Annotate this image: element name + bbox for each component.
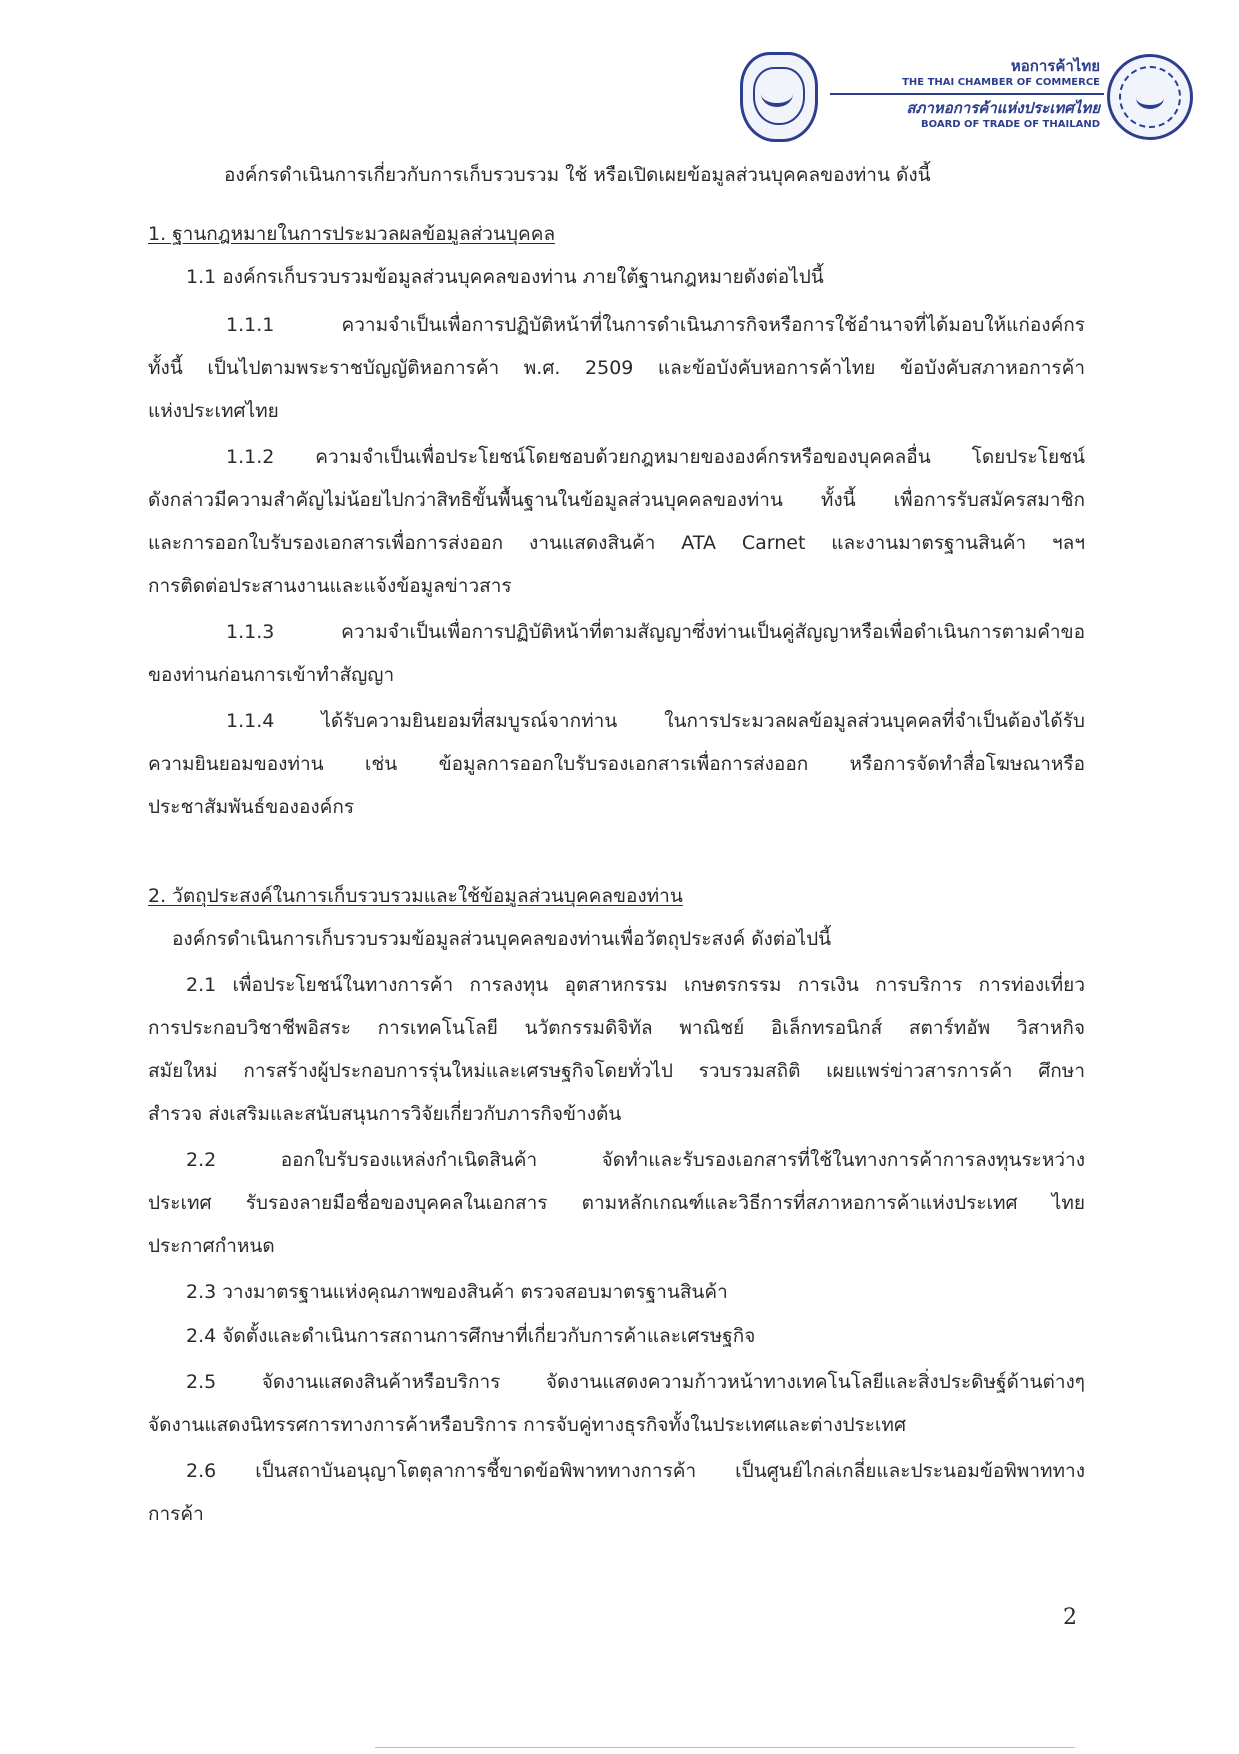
- section-1-heading: 1. ฐานกฎหมายในการประมวลผลข้อมูลส่วนบุคคล: [148, 223, 556, 245]
- paragraph-1-1-2-line-3: และการออกใบรับรองเอกสารเพื่อการส่งออก งานแสดงสินค้า ATA Carnet และงานมาตรฐานสินค้า ฯลฯ: [148, 532, 1085, 554]
- paragraph-2-2-line-1: 2.2 ออกใบรับรองแหล่งกำเนิดสินค้า จัดทำและรับรองเอกสารที่ใช้ในทางการค้าการลงทุนระหว่าง: [186, 1149, 1085, 1171]
- paragraph-1-1-4-line-3: ประชาสัมพันธ์ขององค์กร: [148, 796, 355, 818]
- paragraph-2-6-line-2: การค้า: [148, 1503, 204, 1525]
- paragraph-1-1-1-line-1: 1.1.1 ความจำเป็นเพื่อการปฏิบัติหน้าที่ในการดำเนินภารกิจหรือการใช้อำนาจที่ได้มอบให้แก่องค์กร: [226, 314, 1085, 336]
- paragraph-1-1-1-line-2: ทั้งนี้ เป็นไปตามพระราชบัญญัติหอการค้า พ.ศ. 2509 และข้อบังคับหอการค้าไทย ข้อบังคับสภาหอการค้า: [148, 357, 1085, 379]
- paragraph-1-1-3-line-1: 1.1.3 ความจำเป็นเพื่อการปฏิบัติหน้าที่ตามสัญญาซึ่งท่านเป็นคู่สัญญาหรือเพื่อดำเนินการตามคำขอ: [226, 621, 1085, 643]
- org-name-th-1: หอการค้าไทย: [1010, 57, 1100, 75]
- chamber-seal-icon: [740, 52, 818, 142]
- section-2-intro: องค์กรดำเนินการเก็บรวบรวมข้อมูลส่วนบุคคลของท่านเพื่อวัตถุประสงค์ ดังต่อไปนี้: [172, 928, 832, 950]
- paragraph-1-1-4-line-1: 1.1.4 ได้รับความยินยอมที่สมบูรณ์จากท่าน ในการประมวลผลข้อมูลส่วนบุคคลที่จำเป็นต้องได้รับ: [226, 710, 1085, 732]
- org-name-en-2: BOARD OF TRADE OF THAILAND: [920, 119, 1100, 130]
- letterhead: [740, 52, 1200, 152]
- paragraph-1-1-3-line-2: ของท่านก่อนการเข้าทำสัญญา: [148, 664, 395, 686]
- paragraph-2-3: 2.3 วางมาตรฐานแห่งคุณภาพของสินค้า ตรวจสอบมาตรฐานสินค้า: [186, 1281, 728, 1303]
- paragraph-2-1-line-1: 2.1 เพื่อประโยชน์ในทางการค้า การลงทุน อุตสาหกรรม เกษตรกรรม การเงิน การบริการ การท่องเที่ยว: [186, 974, 1085, 996]
- org-name-th-2: สภาหอการค้าแห่งประเทศไทย: [906, 99, 1100, 117]
- paragraph-1-1-1-line-3: แห่งประเทศไทย: [148, 400, 279, 422]
- paragraph-2-1-line-3: สมัยใหม่ การสร้างผู้ประกอบการรุ่นใหม่และเศรษฐกิจโดยทั่วไป รวบรวมสถิติ เผยแพร่ข่าวสารการค้า ศึกษา: [148, 1060, 1085, 1082]
- paragraph-2-1-line-4: สำรวจ ส่งเสริมและสนับสนุนการวิจัยเกี่ยวกับภารกิจข้างต้น: [148, 1103, 622, 1125]
- paragraph-2-4: 2.4 จัดตั้งและดำเนินการสถานการศึกษาที่เกี่ยวกับการค้าและเศรษฐกิจ: [186, 1325, 756, 1347]
- intro-text: องค์กรดำเนินการเกี่ยวกับการเก็บรวบรวม ใช้ หรือเปิดเผยข้อมูลส่วนบุคคลของท่าน ดังนี้: [224, 164, 931, 186]
- paragraph-1-1: 1.1 องค์กรเก็บรวบรวมข้อมูลส่วนบุคคลของท่าน ภายใต้ฐานกฎหมายดังต่อไปนี้: [186, 266, 824, 288]
- header-divider: [830, 93, 1104, 95]
- board-seal-icon: [1107, 54, 1193, 140]
- organization-names: [830, 56, 1100, 131]
- paragraph-2-5-line-2: จัดงานแสดงนิทรรศการทางการค้าหรือบริการ การจับคู่ทางธุรกิจทั้งในประเทศและต่างประเทศ: [148, 1414, 907, 1436]
- paragraph-2-6-line-1: 2.6 เป็นสถาบันอนุญาโตตุลาการชี้ขาดข้อพิพาททางการค้า เป็นศูนย์ไกล่เกลี่ยและประนอมข้อพิพาททาง: [186, 1460, 1085, 1482]
- section-2-heading: 2. วัตถุประสงค์ในการเก็บรวบรวมและใช้ข้อมูลส่วนบุคคลของท่าน: [148, 885, 683, 907]
- paragraph-1-1-2-line-4: การติดต่อประสานงานและแจ้งข้อมูลข่าวสาร: [148, 575, 512, 597]
- org-name-en-1: THE THAI CHAMBER OF COMMERCE: [902, 77, 1100, 88]
- paragraph-1-1-2-line-1: 1.1.2 ความจำเป็นเพื่อประโยชน์โดยชอบด้วยกฎหมายขององค์กรหรือของบุคคลอื่น โดยประโยชน์: [226, 446, 1085, 468]
- paragraph-1-1-4-line-2: ความยินยอมของท่าน เช่น ข้อมูลการออกใบรับรองเอกสารเพื่อการส่งออก หรือการจัดทำสื่อโฆษณาหรือ: [148, 753, 1085, 775]
- paragraph-2-2-line-2: ประเทศ รับรองลายมือชื่อของบุคคลในเอกสาร ตามหลักเกณฑ์และวิธีการที่สภาหอการค้าแห่งประเทศ ไทย: [148, 1192, 1085, 1214]
- paragraph-2-2-line-3: ประกาศกำหนด: [148, 1235, 275, 1257]
- bottom-scan-line: [375, 1747, 1075, 1748]
- paragraph-2-1-line-2: การประกอบวิชาชีพอิสระ การเทคโนโลยี นวัตกรรมดิจิทัล พาณิชย์ อิเล็กทรอนิกส์ สตาร์ทอัพ วิสาหกิจ: [148, 1017, 1085, 1039]
- page-number: 2: [1063, 1605, 1077, 1630]
- paragraph-1-1-2-line-2: ดังกล่าวมีความสำคัญไม่น้อยไปกว่าสิทธิขั้นพื้นฐานในข้อมูลส่วนบุคคลของท่าน ทั้งนี้ เพื่อการรับสมัครสมาชิก: [148, 489, 1085, 511]
- paragraph-2-5-line-1: 2.5 จัดงานแสดงสินค้าหรือบริการ จัดงานแสดงความก้าวหน้าทางเทคโนโลยีและสิ่งประดิษฐ์ด้านต่างๆ: [186, 1371, 1085, 1393]
